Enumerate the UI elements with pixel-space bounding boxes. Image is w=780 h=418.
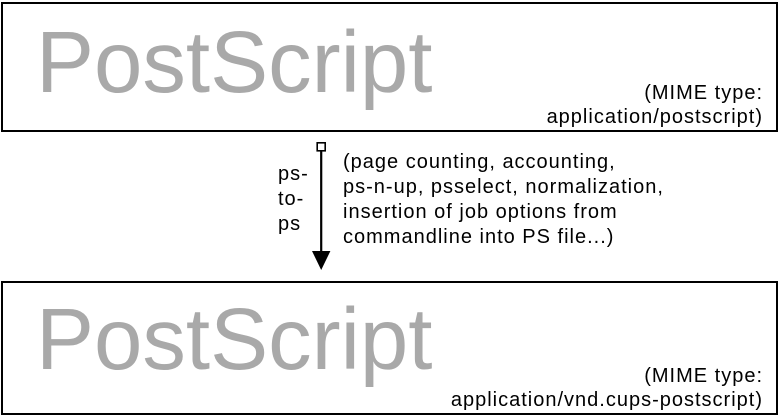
arrow-head-icon bbox=[312, 251, 330, 270]
filter-name-label bbox=[278, 162, 309, 237]
mime-type-line: application/postscript) bbox=[546, 106, 763, 128]
mime-type-line: (MIME type: bbox=[644, 82, 763, 104]
arrow-tail-square-marker bbox=[317, 143, 325, 151]
filter-description-line: insertion of job options from bbox=[343, 201, 618, 223]
source-mime-type-label bbox=[547, 81, 763, 129]
filter-description bbox=[343, 150, 664, 250]
filter-description-line: commandline into PS file...) bbox=[343, 226, 615, 248]
target-mime-type-label bbox=[451, 364, 763, 412]
mime-type-line: (MIME type: bbox=[644, 365, 763, 387]
filter-name-line: ps bbox=[278, 213, 302, 235]
filter-name-line: ps- bbox=[278, 163, 309, 185]
target-format-box bbox=[1, 281, 778, 415]
source-format-box bbox=[1, 2, 778, 132]
target-format-name: PostScript bbox=[36, 291, 433, 388]
filter-description-line: ps-n-up, psselect, normalization, bbox=[343, 176, 664, 198]
filter-description-line: (page counting, accounting, bbox=[343, 151, 616, 173]
filter-name-line: to- bbox=[278, 188, 305, 210]
mime-type-line: application/vnd.cups-postscript) bbox=[450, 389, 763, 411]
filter-flow-arrow bbox=[310, 142, 334, 272]
source-format-name: PostScript bbox=[36, 14, 433, 111]
